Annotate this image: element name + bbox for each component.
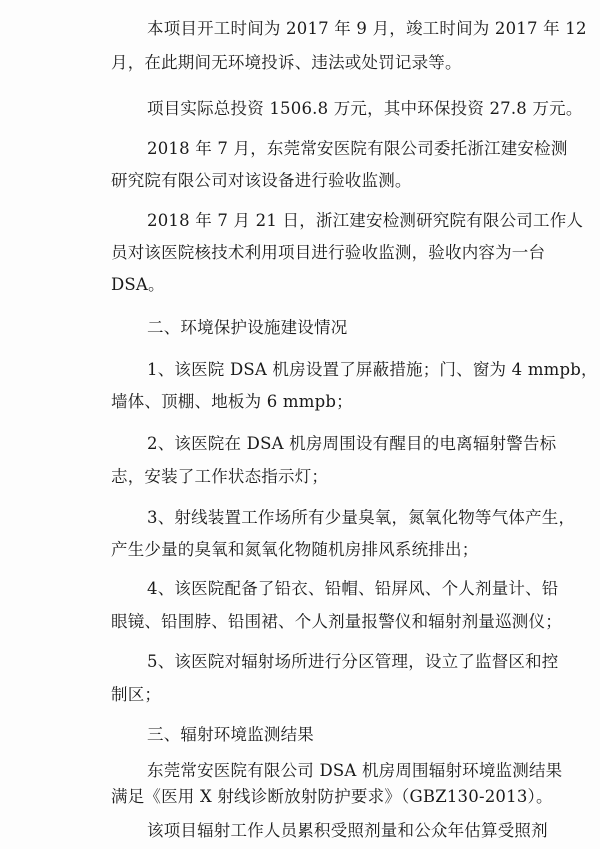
- paragraph-line: 2018 年 7 月，东莞常安医院有限公司委托浙江建安检测: [147, 139, 568, 158]
- paragraph-line: 月，在此期间无环境投诉、违法或处罚记录等。: [111, 53, 462, 73]
- paragraph-line: 满足《医用 X 射线诊断放射防护要求》（GBZ130-2013）。: [111, 786, 553, 806]
- paragraph-line: DSA。: [111, 275, 165, 295]
- paragraph-line: 该项目辐射工作人员累积受照剂量和公众年估算受照剂: [147, 821, 548, 840]
- paragraph-line: 东莞常安医院有限公司 DSA 机房周围辐射环境监测结果: [147, 761, 563, 780]
- paragraph-line: 项目实际总投资 1506.8 万元，其中环保投资 27.8 万元。: [147, 99, 583, 118]
- list-item-line: 5、该医院对辐射场所进行分区管理，设立了监督区和控: [147, 652, 559, 672]
- list-item-line: 2、该医院在 DSA 机房周围设有醒目的电离辐射警告标: [147, 434, 557, 454]
- list-item-line: 制区；: [111, 684, 162, 704]
- paragraph-line: 2018 年 7 月 21 日，浙江建安检测研究院有限公司工作人: [147, 210, 584, 230]
- list-item-line: 1、该医院 DSA 机房设置了屏蔽措施；门、窗为 4 mmpb，: [147, 360, 598, 379]
- paragraph-line: 员对该医院核技术利用项目进行验收监测，验收内容为一台: [111, 242, 546, 262]
- list-item-line: 3、射线装置工作场所有少量臭氧，氮氧化物等气体产生，: [147, 507, 576, 527]
- list-item-line: 产生少量的臭氧和氮氧化物随机房排风系统排出；: [111, 540, 479, 559]
- section-heading: 三、辐射环境监测结果: [147, 724, 314, 744]
- list-item-line: 墙体、顶棚、地板为 6 mmpb；: [111, 392, 353, 412]
- list-item-line: 4、该医院配备了铅衣、铅帽、铅屏风、个人剂量计、铅: [147, 579, 559, 599]
- list-item-line: 眼镜、铅围脖、铅围裙、个人剂量报警仪和辐射剂量巡测仪；: [111, 611, 562, 631]
- list-item-line: 志，安装了工作状态指示灯；: [111, 466, 329, 486]
- section-heading: 二、环境保护设施建设情况: [147, 318, 348, 338]
- paragraph-line: 研究院有限公司对该设备进行验收监测。: [111, 171, 412, 191]
- paragraph-line: 本项目开工时间为 2017 年 9 月，竣工时间为 2017 年 12: [147, 19, 587, 38]
